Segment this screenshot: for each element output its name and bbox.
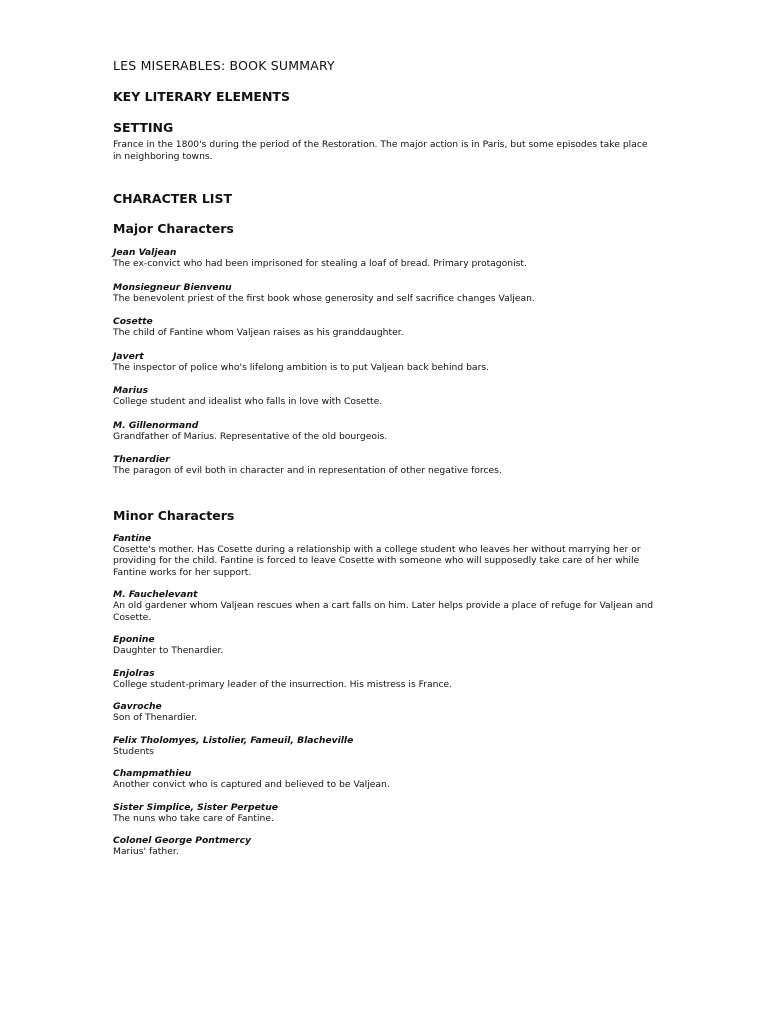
character-description: The nuns who take care of Fantine. <box>113 812 274 824</box>
character-description: Another convict who is captured and believed to be Valjean. <box>113 779 390 790</box>
character-name: Cosette <box>113 316 153 327</box>
character-entry <box>113 589 658 623</box>
setting-text: France in the 1800's during the period of the Restoration. The major action is in Paris, but some episodes take place in neighboring towns. <box>113 139 648 162</box>
character-entry <box>113 316 658 339</box>
character-entry <box>113 701 658 724</box>
minor-character-list <box>113 533 658 858</box>
section-heading-character-list: CHARACTER LIST <box>113 191 232 206</box>
character-entry <box>113 835 658 858</box>
character-entry <box>113 768 658 791</box>
character-name: Felix Tholomyes, Listolier, Fameuil, Blacheville <box>113 734 354 746</box>
character-description: Cosette's mother. Has Cosette during a relationship with a college student who leaves her without marrying her or providing for the child. Fantine is forced to leave Cosette with someone who will supposedly take care of her while Fantine works for her support. <box>113 543 641 578</box>
character-description: Grandfather of Marius. Representative of the old bourgeois. <box>113 430 388 442</box>
character-entry <box>113 533 658 579</box>
character-name: Jean Valjean <box>113 247 177 258</box>
section-heading-minor-characters: Minor Characters <box>113 507 235 523</box>
character-entry <box>113 735 658 758</box>
character-description: The paragon of evil both in character and in representation of other negative forces. <box>113 465 502 476</box>
document-title: LES MISERABLES: BOOK SUMMARY <box>113 58 335 73</box>
character-description: The ex-convict who had been imprisoned for stealing a loaf of bread. Primary protagonist. <box>113 258 527 269</box>
character-name: Marius <box>113 385 149 396</box>
character-name: Enjolras <box>113 667 155 679</box>
character-entry <box>113 420 658 443</box>
character-name: M. Fauchelevant <box>113 589 198 600</box>
character-entry <box>113 351 658 374</box>
character-name: Fantine <box>113 532 152 544</box>
character-description: Students <box>113 745 154 757</box>
character-description: The benevolent priest of the first book whose generosity and self sacrifice changes Valjean. <box>113 292 535 304</box>
character-entry <box>113 668 658 691</box>
character-description: The child of Fantine whom Valjean raises as his granddaughter. <box>113 327 404 338</box>
character-entry <box>113 454 658 477</box>
character-description: College student and idealist who falls in love with Cosette. <box>113 396 383 407</box>
character-entry <box>113 282 658 305</box>
character-name: Gavroche <box>113 701 162 712</box>
character-name: Colonel George Pontmercy <box>113 835 252 846</box>
character-description: College student-primary leader of the insurrection. His mistress is France. <box>113 678 453 690</box>
section-heading-key-elements: KEY LITERARY ELEMENTS <box>113 89 290 104</box>
character-entry <box>113 247 658 270</box>
character-entry <box>113 802 658 825</box>
character-description: An old gardener whom Valjean rescues when a cart falls on him. Later helps provide a place of refuge for Valjean and Cosette. <box>113 600 654 623</box>
character-description: Daughter to Thenardier. <box>113 645 224 656</box>
character-name: Thenardier <box>113 454 170 465</box>
character-description: Son of Thenardier. <box>113 712 198 723</box>
character-entry <box>113 385 658 408</box>
character-name: Champmathieu <box>113 768 192 779</box>
character-description: Marius' father. <box>113 846 179 857</box>
character-description: The inspector of police who's lifelong ambition is to put Valjean back behind bars. <box>113 361 490 373</box>
section-heading-setting: SETTING <box>113 120 174 135</box>
section-heading-major-characters: Major Characters <box>113 221 234 236</box>
character-name: Monsiegneur Bienvenu <box>113 281 232 293</box>
major-character-list <box>113 247 658 477</box>
character-name: Javert <box>113 350 144 362</box>
character-entry <box>113 634 658 657</box>
character-name: Eponine <box>113 634 155 645</box>
document-content <box>113 57 658 858</box>
character-name: Sister Simplice, Sister Perpetue <box>113 801 278 813</box>
character-name: M. Gillenormand <box>113 419 199 431</box>
